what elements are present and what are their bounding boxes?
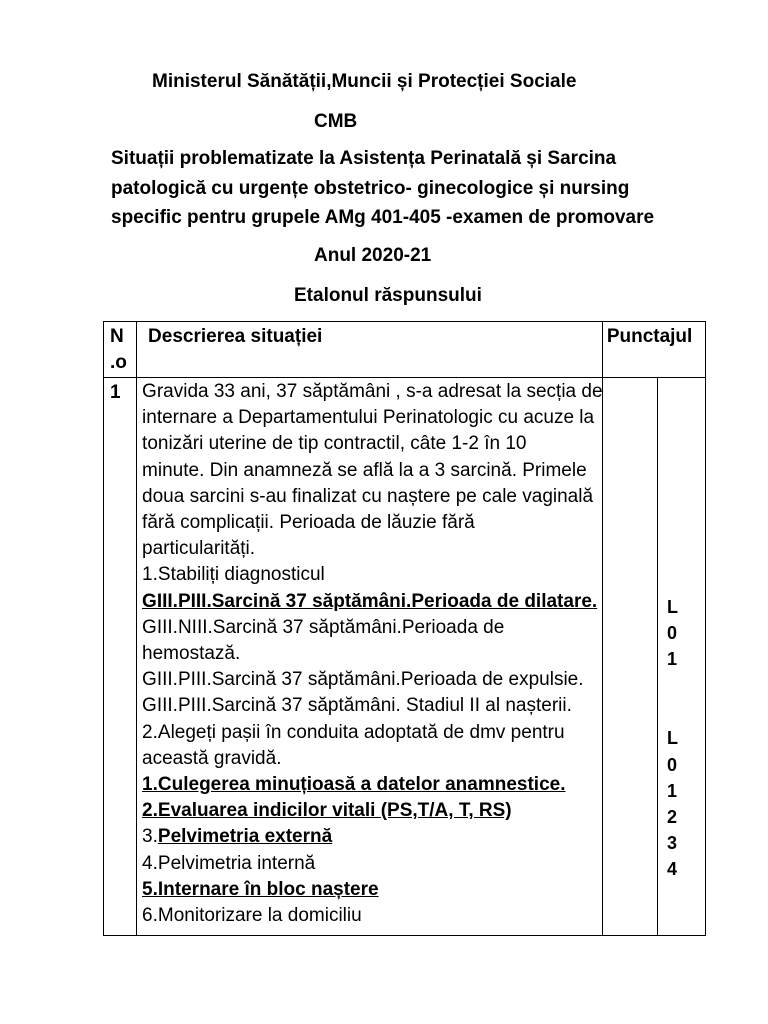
- header-number-line: N: [110, 326, 124, 347]
- step-answer: Pelvimetria externă: [157, 826, 333, 848]
- description-line: Gravida 33 ani, 37 săptămâni , s-a adresat la secția de: [142, 381, 603, 402]
- correct-answer: 5.Internare în bloc naștere: [142, 878, 379, 900]
- score-column: [657, 378, 705, 935]
- answer-option: 6.Monitorizare la domiciliu: [142, 905, 362, 927]
- score-mark: L: [667, 728, 678, 748]
- score-mark: 2: [667, 807, 678, 827]
- correct-answer: 1.Culegerea minuțioasă a datelor anamnestice.: [142, 774, 566, 796]
- points-cell: [602, 378, 705, 936]
- score-mark: 0: [667, 623, 678, 643]
- situation-description: [137, 378, 603, 936]
- answer-option: 4.Pelvimetria internă: [142, 852, 316, 874]
- correct-answer: [142, 824, 602, 850]
- subject-line: Situații problematizate la Asistența Perinatală și Sarcina: [111, 148, 617, 169]
- description-line: particularități.: [142, 538, 256, 560]
- answer-key-table: [103, 321, 706, 936]
- subject-line: patologică cu urgențe obstetrico- ginecologice și nursing: [111, 177, 630, 199]
- step-prefix: 3.: [142, 826, 158, 848]
- score-mark: L: [667, 597, 678, 617]
- subject-heading: [111, 144, 751, 233]
- table-header-row: [104, 322, 706, 378]
- row-number: 1: [104, 378, 137, 936]
- description-line: internare a Departamentului Perinatologic cu acuze la: [142, 407, 595, 429]
- score-mark: 1: [667, 781, 678, 801]
- header-number-line: .o: [110, 352, 127, 373]
- answer-option: GIII.PIII.Sarcină 37 săptămâni. Stadiul II al nașterii.: [142, 695, 572, 717]
- header-number: [104, 322, 137, 378]
- question-1: 1.Stabiliți diagnosticul: [142, 564, 325, 586]
- question-2: această gravidă.: [142, 747, 282, 769]
- description-line: tonizări uterine de tip contractil, câte 1-2 în 10: [142, 433, 527, 455]
- academic-year: Anul 2020-21: [314, 245, 432, 266]
- ministry-heading: Ministerul Sănătății,Muncii și Protecției Sociale: [152, 71, 577, 92]
- table-row: [104, 378, 706, 936]
- description-line: fără complicații. Perioada de lăuzie fără: [142, 512, 475, 534]
- description-line: doua sarcini s-au finalizat cu naștere pe cale vaginală: [142, 485, 594, 507]
- answer-option: GIII.NIII.Sarcină 37 săptămâni.Perioada de: [142, 616, 505, 638]
- score-mark: 0: [667, 755, 678, 775]
- document-title: Etalonul răspunsului: [294, 285, 482, 306]
- subject-line: specific pentru grupele AMg 401-405 -examen de promovare: [111, 207, 655, 228]
- header-points: Punctajul: [602, 322, 705, 378]
- correct-answer: GIII.PIII.Sarcină 37 săptămâni.Perioada de dilatare.: [142, 590, 598, 612]
- description-line: minute. Din anamneză se află la a 3 sarcină. Primele: [142, 459, 587, 481]
- answer-option: GIII.PIII.Sarcină 37 săptămâni.Perioada de expulsie.: [142, 669, 584, 691]
- header-description: Descrierea situației: [137, 322, 603, 378]
- score-mark: 1: [667, 649, 678, 669]
- institution-heading: CMB: [314, 111, 358, 132]
- answer-option: hemostază.: [142, 643, 241, 665]
- score-mark: 3: [667, 833, 678, 853]
- question-2: 2.Alegeți pașii în conduita adoptată de dmv pentru: [142, 721, 565, 743]
- score-mark: 4: [667, 859, 678, 879]
- correct-answer: 2.Evaluarea indicilor vitali (PS,T/A, T, RS): [142, 800, 512, 822]
